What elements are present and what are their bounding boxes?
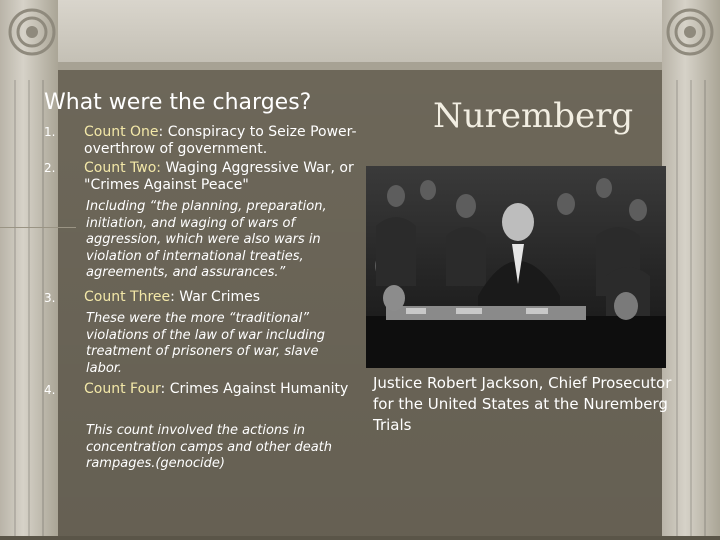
charge-text: : Conspiracy to Seize Power-overthrow of government. [84, 124, 357, 157]
photo-illustration [366, 166, 666, 368]
courtroom-photo [366, 166, 666, 368]
list-number: 2. [44, 161, 56, 175]
left-column [0, 0, 58, 540]
floor-line [0, 536, 720, 540]
charge-detail: Including “the planning, preparation, initiation, and waging of wars of aggression, which were also wars in violation of international treaties, agreements, and assurances.” [86, 199, 327, 280]
charge-label: Count Four [84, 381, 161, 397]
slide-title: What were the charges? [44, 90, 312, 115]
charge-item-two [84, 160, 359, 194]
divider-line [0, 227, 76, 228]
nuremberg-heading: Nuremberg [433, 96, 634, 136]
charge-detail: This count involved the actions in concentration camps and other death rampages.(genocide) [86, 423, 333, 471]
frieze-band [0, 62, 720, 70]
charge-item-three [84, 289, 359, 306]
charge-text: Waging Aggressive War, or "Crimes Against Peace" [84, 160, 354, 193]
frieze [0, 0, 720, 66]
charge-text: : Crimes Against Humanity [160, 381, 349, 397]
spiral-volute-icon [6, 6, 58, 58]
charge-text: : War Crimes [170, 289, 261, 305]
charge-item-one [84, 124, 359, 158]
charge-item-four [84, 381, 359, 398]
list-number: 3. [44, 291, 56, 305]
spiral-volute-icon [664, 6, 716, 58]
charge-detail: These were the more “traditional” violations of the law of war including treatment of prisoners of war, slave labor. [86, 311, 326, 376]
charge-label: Count One [84, 124, 159, 140]
charge-label: Count Two: [84, 160, 161, 176]
photo-caption: Justice Robert Jackson, Chief Prosecutor for the United States at the Nuremberg Trials [373, 374, 672, 434]
list-number: 4. [44, 383, 56, 397]
list-number: 1. [44, 125, 56, 139]
charge-label: Count Three [84, 289, 171, 305]
right-column [662, 0, 720, 540]
